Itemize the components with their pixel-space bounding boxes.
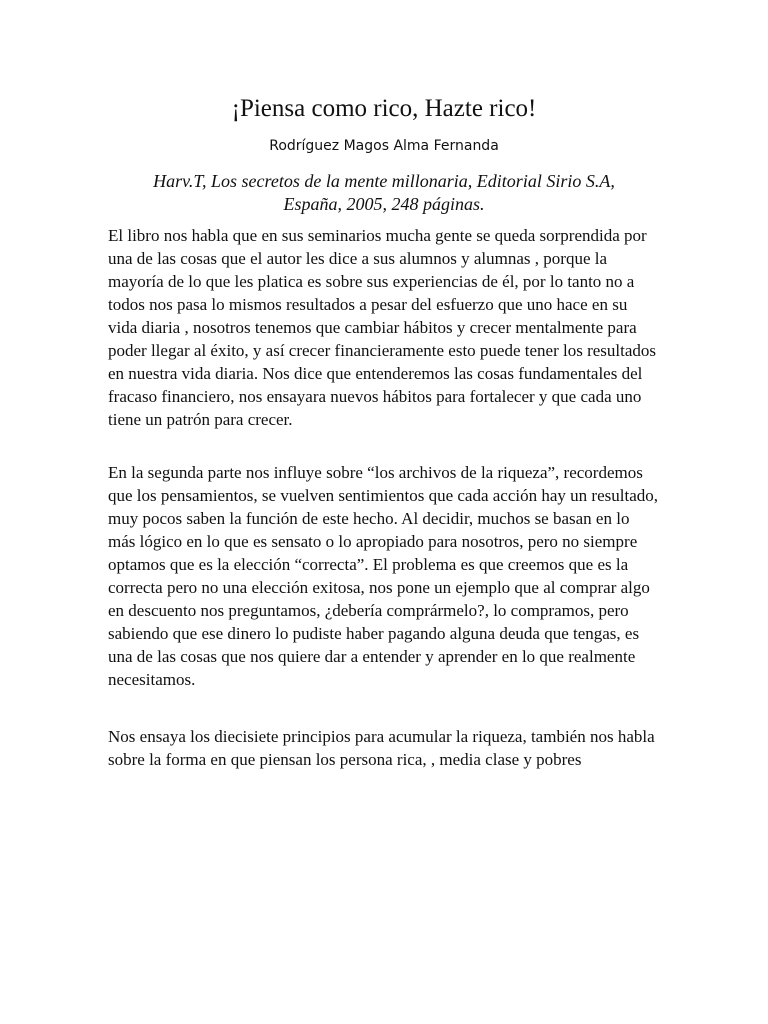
paragraph-1: El libro nos habla que en sus seminarios mucha gente se queda sorprendida por una de las cosas que el autor les dice a sus alumnos y alumnas , porque la mayoría de lo que les platica es sobre sus experiencias de él, por lo tanto no a todos nos pasa lo mismos resultados a pesar del esfuerzo que uno hace en su vida diaria , nosotros tenemos que cambiar hábitos y crecer mentalmente para poder llegar al éxito, y así crecer financieramente esto puede tener los resultados en nuestra vida diaria. Nos dice que entenderemos las cosas fundamentales del fracaso financiero, nos ensayara nuevos hábitos para fortalecer y que cada uno tiene un patrón para crecer. [108,226,657,429]
document-title: ¡Piensa como rico, Hazte rico! [231,95,537,122]
paragraph-2: En la segunda parte nos influye sobre “los archivos de la riqueza”, recordemos que los pensamientos, se vuelven sentimientos que cada acción hay un resultado, muy pocos saben la función de este hecho. Al decidir, muchos se basan en lo más lógico en lo que es sensato o lo apropiado para nosotros, pero no siempre optamos que es la elección “correcta”. El problema es que creemos que es la correcta pero no una elección exitosa, nos pone un ejemplo que al comprar algo en descuento nos preguntamos, ¿debería comprármelo?, lo compramos, pero sabiendo que ese dinero lo pudiste haber pagando alguna deuda que tengas, es una de las cosas que nos quiere dar a entender y aprender en lo que realmente necesitamos. [108,463,658,689]
author-name: Rodríguez Magos Alma Fernanda [269,138,499,154]
book-citation: Harv.T, Los secretos de la mente millonaria, Editorial Sirio S.A, España, 2005, 248 páginas. [153,171,615,214]
paragraph-3: Nos ensaya los diecisiete principios para acumular la riqueza, también nos habla sobre la forma en que piensan los persona rica, , media clase y pobres [108,727,655,769]
